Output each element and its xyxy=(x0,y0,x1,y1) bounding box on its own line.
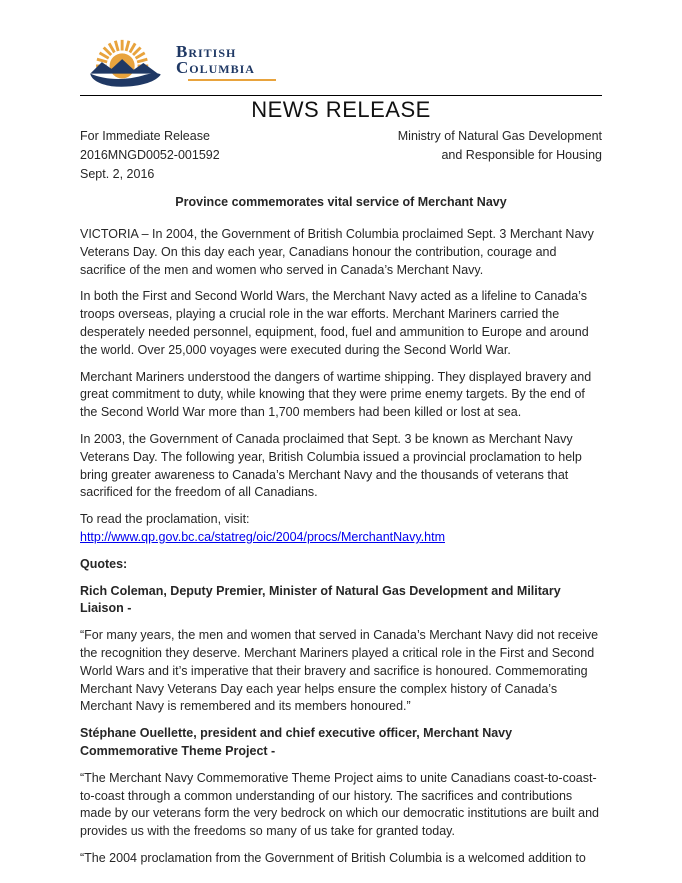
quote2-attribution: Stéphane Ouellette, president and chief executive officer, Merchant Navy Commemorative Theme Project - xyxy=(80,726,513,758)
quotes-heading: Quotes: xyxy=(80,556,128,571)
ministry-line2: and Responsible for Housing xyxy=(441,148,602,162)
paragraph-dangers: Merchant Mariners understood the dangers of wartime shipping. They displayed bravery and great commitment to duty, while knowing that they were prime enemy targets. By the end of the Second World War more than 1,700 members had been killed or lost at sea. xyxy=(80,369,592,420)
brand-line-british: British xyxy=(176,42,237,61)
release-date: Sept. 2, 2016 xyxy=(80,167,155,181)
headline: Province commemorates vital service of Merchant Navy xyxy=(175,195,507,209)
release-reference-number: 2016MNGD0052-001592 xyxy=(80,148,220,162)
paragraph-2003-proclamation: In 2003, the Government of Canada proclaimed that Sept. 3 be known as Merchant Navy Veterans Day. The following year, British Columbia issued a provincial proclamation to help bring greater awareness to Canada’s Merchant Navy and the thousands of veterans that sacrificed for the freedom of all Canadians. xyxy=(80,431,582,500)
brand-gold-rule xyxy=(188,79,276,81)
paragraph-victoria: VICTORIA – In 2004, the Government of British Columbia proclaimed Sept. 3 Merchant Navy Veterans Day. On this day each year, Canadians honour the contribution, courage and sacrifice of the men and women who served in Canada’s Merchant Navy. xyxy=(80,227,594,277)
proclamation-intro: To read the proclamation, visit: xyxy=(80,512,250,527)
quote2-text-part2: “The 2004 proclamation from the Government of British Columbia is a welcomed addition to xyxy=(80,850,586,865)
masthead-divider xyxy=(80,95,602,96)
quote1-text: “For many years, the men and women that served in Canada’s Merchant Navy did not receive the recognition they deserve. Merchant Mariners played a critical role in the First and Second World Wars and it’s imperative that their bravery and sacrifice is honoured. Commemorating Merchant Navy Veterans Day each year helps ensure the complex history of Canada’s Merchant Navy is remembered and its members honoured.” xyxy=(80,628,599,714)
brand-line-columbia: Columbia xyxy=(176,58,255,77)
proclamation-link-block xyxy=(80,511,602,547)
release-distribution: For Immediate Release xyxy=(80,129,210,143)
brand-wordmark xyxy=(176,36,276,81)
release-meta xyxy=(80,127,602,184)
ministry-info xyxy=(398,127,602,184)
release-info xyxy=(80,127,220,184)
quote2-text-part1: “The Merchant Navy Commemorative Theme Project aims to unite Canadians coast-to-coast-to-coast through a common understanding of our history. The sacrifices and contributions made by our veterans form the very bedrock on which our democratic institutions are built and provides us with the freedoms so many of us take for granted today. xyxy=(80,770,600,839)
proclamation-link[interactable]: http://www.qp.gov.bc.ca/statreg/oic/2004/procs/MerchantNavy.htm xyxy=(80,529,445,544)
masthead-title: NEWS RELEASE xyxy=(251,97,431,122)
quote1-attribution: Rich Coleman, Deputy Premier, Minister of Natural Gas Development and Military Liaison - xyxy=(80,583,561,616)
paragraph-world-wars: In both the First and Second World Wars, the Merchant Navy acted as a lifeline to Canada’s troops overseas, playing a crucial role in the war efforts. Merchant Mariners carried the desperately needed personnel, equipment, food, fuel and ammunition to Europe and around the world. Over 25,000 voyages were executed during the Second World War. xyxy=(80,289,589,357)
ministry-line1: Ministry of Natural Gas Development xyxy=(397,129,602,143)
letterhead xyxy=(80,36,602,94)
document-body xyxy=(80,226,602,868)
bc-sunrise-logo-icon xyxy=(88,36,164,92)
